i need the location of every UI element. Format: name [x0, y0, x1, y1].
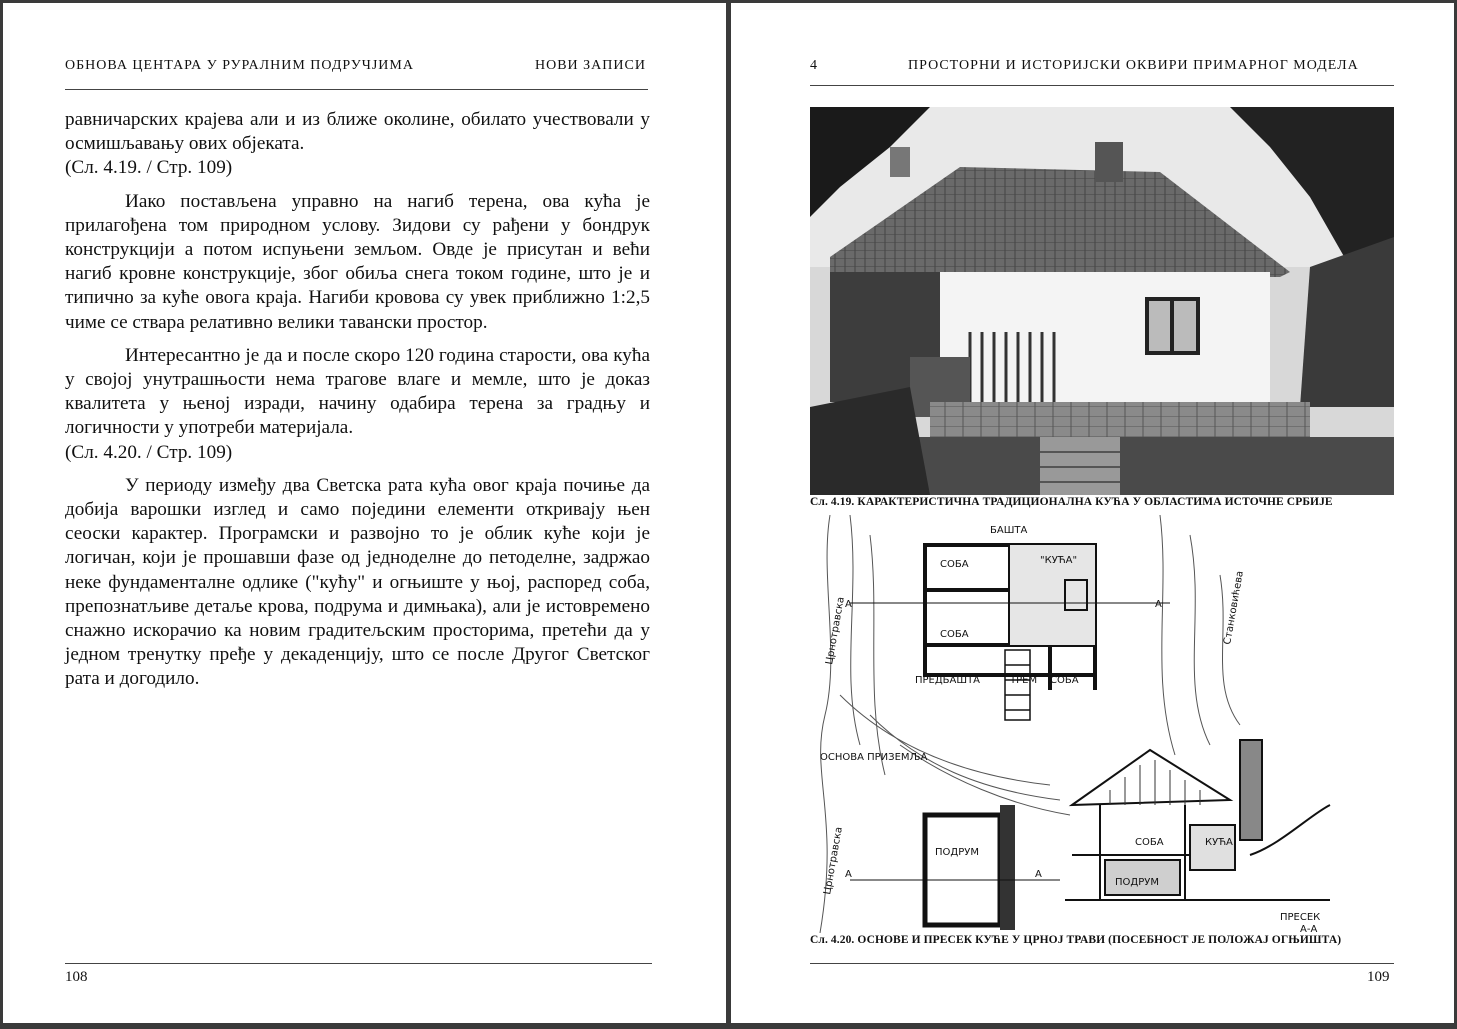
- figure-reference: (Сл. 4.20. / Стр. 109): [65, 441, 233, 463]
- plans-and-section-sketch: [810, 515, 1394, 933]
- paragraph: равничарских крајева али и из ближе околине, обилато учествовали у осмишљавању ових објеката.: [65, 109, 650, 155]
- house-photo-image: [810, 107, 1394, 495]
- label-room-1: СОБА: [940, 559, 969, 570]
- running-head-section: НОВИ ЗАПИСИ: [535, 58, 646, 73]
- label-section-house: КУЋА: [1205, 837, 1233, 848]
- footer-rule: [65, 963, 652, 964]
- label-mark-a: А: [845, 869, 852, 880]
- label-mark-a: А: [1155, 599, 1162, 610]
- header-rule: [65, 89, 648, 90]
- label-section-cellar: ПОДРУМ: [1115, 877, 1159, 888]
- header-rule: [810, 85, 1394, 86]
- house-photograph: [810, 107, 1394, 495]
- label-house: "КУЋА": [1040, 555, 1078, 566]
- label-garden: БАШТА: [990, 525, 1028, 536]
- right-page: [731, 3, 1454, 1023]
- running-head-left: ОБНОВА ЦЕНТАРА У РУРАЛНИМ ПОДРУЧЈИМА: [65, 58, 414, 73]
- body-text: [65, 108, 650, 701]
- left-page: [3, 3, 726, 1023]
- label-street-left: Црнотравска: [824, 596, 847, 666]
- label-room-2: СОБА: [940, 629, 969, 640]
- label-section-mark: А-А: [1300, 924, 1318, 933]
- paragraph: Интересантно је да и после скоро 120 година старости, ова кућа у својој унутрашњости нема трагове влаге и мемле, што је доказ квалитета у њеној изради, начину одабира терена за градњу и логичности у употреби материјала.: [65, 344, 650, 439]
- footer-rule: [810, 963, 1394, 964]
- label-ground-plan: ОСНОВА ПРИЗЕМЉА: [820, 752, 928, 763]
- paragraph: У периоду између два Светска рата кућа овог краја почиње да добија варошки изглед и само поједини елементи откривају њен сеоски карактер. Програмски и развојно то је облик куће који је логичан, који је прошавши фазе од једноделне до петоделне, задржао неке фундаменталне одлике ("кућу" и огњиште у њој, распоред соба, препознатљиве детаље крова, подрума и димњака), али је истовремено снажно искорачио ка новим градитељским просторима, претећи да у једном тренутку пређе у декаденцију, што се после Другог Светског рата и догодило.: [65, 474, 650, 690]
- label-section-title: ПРЕСЕК: [1280, 912, 1321, 923]
- figure-reference: (Сл. 4.19. / Стр. 109): [65, 157, 233, 179]
- label-front-garden: ПРЕДБАШТА: [915, 675, 981, 686]
- label-room-3: СОБА: [1050, 675, 1079, 686]
- house-plans-drawing: [810, 515, 1394, 933]
- chapter-number: 4: [810, 58, 818, 73]
- label-porch: ТРЕМ: [1010, 675, 1038, 686]
- label-street-left: Црнотравска: [822, 826, 845, 896]
- label-street-right: Станковићева: [1222, 570, 1246, 646]
- figure-caption-4-20: Сл. 4.20. ОСНОВЕ И ПРЕСЕК КУЋЕ У ЦРНОЈ ТРАВИ (ПОСЕБНОСТ ЈЕ ПОЛОЖАЈ ОГЊИШТА): [810, 934, 1342, 946]
- page-number: 109: [1367, 969, 1390, 985]
- page-number: 108: [65, 969, 88, 985]
- label-section-room: СОБА: [1135, 837, 1164, 848]
- label-cellar: ПОДРУМ: [935, 847, 979, 858]
- paragraph: Иако постављена управно на нагиб терена, ова кућа је прилагођена том природном услову. Зидови су рађени у бондрук конструкцији а потом испуњени земљом. Овде је присутан и већи нагиб кровне конструкције, због обиља снега током године, што је и типично за куће овога краја. Нагиби кровова су увек приближно 1:2,5 чиме се ствара релативно велики тавански простор.: [65, 190, 650, 333]
- label-mark-a: А: [845, 599, 852, 610]
- figure-caption-4-19: Сл. 4.19. КАРАКТЕРИСТИЧНА ТРАДИЦИОНАЛНА КУЋА У ОБЛАСТИМА ИСТОЧНЕ СРБИЈЕ: [810, 496, 1333, 508]
- label-mark-a: А: [1035, 869, 1042, 880]
- running-head-chapter: ПРОСТОРНИ И ИСТОРИЈСКИ ОКВИРИ ПРИМАРНОГ МОДЕЛА: [908, 58, 1359, 73]
